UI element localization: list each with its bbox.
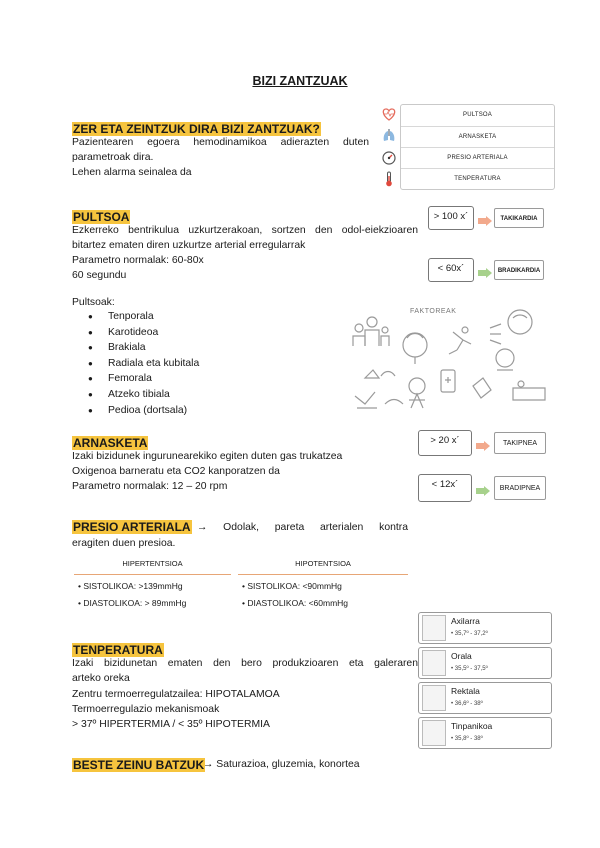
pultsoa-list-title: Pultsoak:: [72, 297, 115, 308]
hypotension-column: [238, 553, 408, 619]
oral-illustration: [422, 650, 446, 676]
tenperatura-heading: TENPERATURA: [73, 643, 163, 657]
heart-icon: [380, 105, 398, 123]
tenperatura-line5: > 37º HIPERTERMIA / < 35º HIPOTERMIA: [72, 719, 270, 730]
presio-heading: PRESIO ARTERIALA: [73, 520, 191, 534]
vital-signs-box: [400, 104, 555, 190]
bradycardia-label: BRADIKARDIA: [494, 260, 544, 280]
hypertension-diastolic: • DIASTOLIKOA: > 89mmHg: [78, 598, 187, 608]
what-line2: parametroak dira.: [72, 152, 154, 163]
vital-item-presio: PRESIO ARTERIALA: [401, 147, 554, 168]
bradypnea-label: BRADIPNEA: [494, 476, 546, 500]
temp-site-card: [418, 612, 552, 644]
tachypnea-label: TAKIPNEA: [494, 432, 546, 454]
presio-desc2: eragiten duen presioa.: [72, 538, 176, 549]
arnasketa-line2: Oxigenoa barneratu eta CO2 kanporatzen da: [72, 466, 280, 477]
pulse-item: ● Pedioa (dortsala): [72, 403, 199, 419]
temp-site-range: • 35,5º - 37,5º: [451, 666, 488, 672]
temp-site-card: [418, 647, 552, 679]
pulse-item: ● Tenporala: [72, 309, 199, 325]
arnasketa-line1: Izaki bizidunek ingurunearekiko egiten duten gas trukatzea: [72, 451, 343, 462]
arnasketa-line3: Parametro normalak: 12 – 20 rpm: [72, 481, 228, 492]
blood-pressure-icon: [380, 149, 398, 167]
rectal-illustration: [422, 685, 446, 711]
pulse-item: ● Atzeko tibiala: [72, 387, 199, 403]
vital-item-arnasketa: ARNASKETA: [401, 126, 554, 147]
hypotension-diastolic: • DIASTOLIKOA: <60mmHg: [242, 598, 349, 608]
bradycardia-value: < 60x´: [428, 258, 474, 282]
what-line3: Lehen alarma seinalea da: [72, 167, 192, 178]
pulse-item: ● Karotideoa: [72, 325, 199, 341]
hypertension-column: [74, 553, 231, 619]
tenperatura-line4: Termoerregulazio mekanismoak: [72, 704, 220, 715]
what-line1: Pazientearen egoera hemodinamikoa adierazten duten: [72, 137, 369, 148]
thermometer-icon: [380, 170, 398, 188]
pultsoa-line3: Parametro normalak: 60-80x: [72, 255, 204, 266]
hypotension-header: HIPOTENTSIOA: [238, 553, 408, 575]
page-title: BIZI ZANTZUAK: [252, 74, 348, 88]
arrow-icon: [476, 483, 490, 501]
vital-signs-list: [380, 104, 555, 189]
pultsoa-heading: PULTSOA: [73, 210, 130, 224]
pulse-list: [72, 309, 199, 418]
beste-desc: → Saturazioa, gluzemia, konortea: [203, 759, 360, 770]
pultsoa-line1: Ezkerreko bentrikulua uzkurtzerakoan, sortzen den odol-eiekzioaren: [72, 225, 418, 236]
lungs-icon: [380, 127, 398, 145]
temp-site-card: [418, 682, 552, 714]
arnasketa-heading: ARNASKETA: [73, 436, 148, 450]
temp-site-range: • 35,8º - 38º: [451, 736, 483, 742]
tachycardia-label: TAKIKARDIA: [494, 208, 544, 228]
tenperatura-line1: Izaki bizidunetan ematen den bero produkzioaren eta galeraren: [72, 658, 418, 669]
what-heading: ZER ETA ZEINTZUK DIRA BIZI ZANTZUAK?: [73, 122, 320, 136]
tachycardia-value: > 100 x´: [428, 206, 474, 230]
tachypnea-value: > 20 x´: [418, 430, 472, 456]
arrow-icon: [476, 438, 490, 456]
temp-site-card: [418, 717, 552, 749]
pulse-item: ● Radiala eta kubitala: [72, 356, 199, 372]
temp-site-name: Orala: [451, 651, 472, 661]
bradypnea-value: < 12x´: [418, 474, 472, 502]
temp-site-name: Tinpanikoa: [451, 721, 493, 731]
temp-site-name: Axilarra: [451, 616, 480, 626]
tenperatura-line3: Zentru termoerregulatzailea: HIPOTALAMOA: [72, 689, 280, 700]
pultsoa-line2: bitartez ematen diren uzkurtze arterial erregularrak: [72, 240, 306, 251]
hypertension-systolic: • SISTOLIKOA: >139mmHg: [78, 581, 183, 591]
pulse-item: ● Brakiala: [72, 340, 199, 356]
temp-site-range: • 35,7º - 37,2º: [451, 631, 488, 637]
temp-site-name: Rektala: [451, 686, 480, 696]
hypotension-systolic: • SISTOLIKOA: <90mmHg: [242, 581, 342, 591]
beste-heading: BESTE ZEINU BATZUK: [73, 758, 205, 772]
arrow-icon: [478, 265, 492, 283]
hypertension-header: HIPERTENTSIOA: [74, 553, 231, 575]
tenperatura-line2: arteko oreka: [72, 673, 130, 684]
pultsoa-line4: 60 segundu: [72, 270, 127, 281]
axillary-illustration: [422, 615, 446, 641]
factors-title: FAKTOREAK: [410, 308, 457, 315]
presio-desc1: → Odolak, pareta arterialen kontra: [197, 522, 408, 533]
temp-site-range: • 36,6º - 38º: [451, 701, 483, 707]
vital-item-pultsoa: PULTSOA: [463, 112, 492, 118]
tympanic-illustration: [422, 720, 446, 746]
factors-illustration: [345, 300, 555, 415]
vital-item-tenperatura: TENPERATURA: [401, 168, 554, 189]
arrow-icon: [478, 213, 492, 231]
pulse-item: ● Femorala: [72, 371, 199, 387]
